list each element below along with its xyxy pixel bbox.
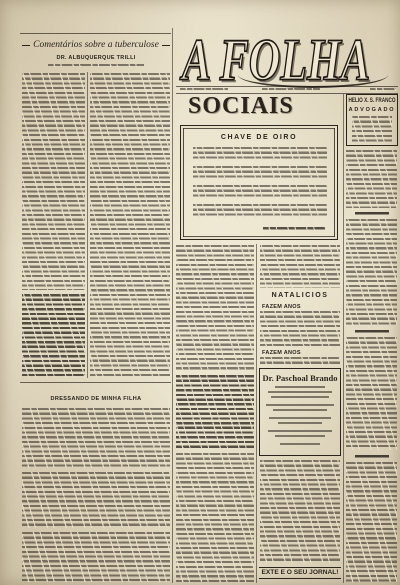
right-column-text <box>346 462 397 582</box>
right-column-heading <box>355 212 389 215</box>
column-rule <box>256 244 257 583</box>
doctor-ad-line <box>268 430 332 432</box>
dateline-text <box>370 88 396 91</box>
doctor-ad-line <box>268 391 332 393</box>
doctor-ad-line <box>266 404 334 406</box>
social-notes-column <box>176 453 254 582</box>
lower-article-title: DRESSANDO DE MINHA FILHA <box>50 396 142 402</box>
social-notes-column <box>260 245 340 288</box>
lawyer-card <box>346 94 398 146</box>
title-dash <box>22 45 30 46</box>
column-rule <box>343 94 344 583</box>
doctor-ad-line <box>280 443 320 445</box>
birthdays-heading: NATALICIOS <box>271 292 329 299</box>
social-notes-column <box>176 375 254 448</box>
article-body-column <box>22 294 85 378</box>
lawyer-profession: ADVOGADO <box>348 107 396 113</box>
social-notes-column <box>176 245 254 370</box>
promo-banner: EXTE E O SEU JORNAL! <box>259 567 341 579</box>
masthead-title: A FOLHA <box>182 30 371 88</box>
birthdays-list <box>260 311 340 348</box>
article-body-column <box>22 73 85 290</box>
lower-article-body <box>22 408 170 468</box>
lawyer-address-lines <box>352 116 392 142</box>
social-notes-column <box>260 460 340 563</box>
poem-box <box>180 125 338 240</box>
doctor-ad-line <box>271 396 329 398</box>
title-dash <box>162 45 170 46</box>
right-column-text <box>346 150 397 208</box>
poem-stanza <box>193 204 327 218</box>
lawyer-name: HELIO X. S. FRANCO <box>348 98 396 104</box>
column-rule <box>87 72 88 378</box>
section-heading-sociais: SOCIAIS <box>188 93 294 119</box>
article-affiliation-line <box>48 64 144 67</box>
section-rule <box>20 382 171 383</box>
doctor-ad-line <box>278 422 322 424</box>
lower-article-body <box>22 472 170 528</box>
doctor-ad-line <box>275 435 325 437</box>
doctor-ad-line <box>269 417 331 419</box>
right-column-text <box>346 219 397 325</box>
poem-box-title: CHAVE DE OIRO <box>220 134 298 141</box>
right-column-heading <box>355 455 389 458</box>
doctor-ad-line <box>273 409 327 411</box>
doctor-ad <box>259 368 341 456</box>
poem-stanza <box>193 166 327 180</box>
dateline-text <box>180 88 228 91</box>
right-column-heading <box>355 330 389 333</box>
poem-signature <box>263 227 325 230</box>
doctor-ad-line <box>275 386 325 388</box>
doctor-ad-name: Dr. Paschoal Brando <box>262 373 338 383</box>
top-rule <box>20 33 171 34</box>
birthdays-list <box>260 357 340 366</box>
article-title: Comentários sobre a tuberculose <box>33 40 159 50</box>
dateline-text <box>262 88 320 91</box>
article-author: DR. ALBUQUERQUE TRILLI <box>56 55 136 61</box>
poem-stanza <box>193 185 327 199</box>
birthdays-subheading: FAZEM ANOS <box>262 304 301 310</box>
poem-stanza <box>193 147 327 161</box>
birthdays-subheading: FAZEM ANOS <box>262 350 301 356</box>
column-rule <box>172 28 173 583</box>
right-column-text <box>346 337 397 450</box>
article-title-block <box>20 39 172 51</box>
article-body-column <box>90 73 170 378</box>
lower-article-body <box>22 532 170 582</box>
